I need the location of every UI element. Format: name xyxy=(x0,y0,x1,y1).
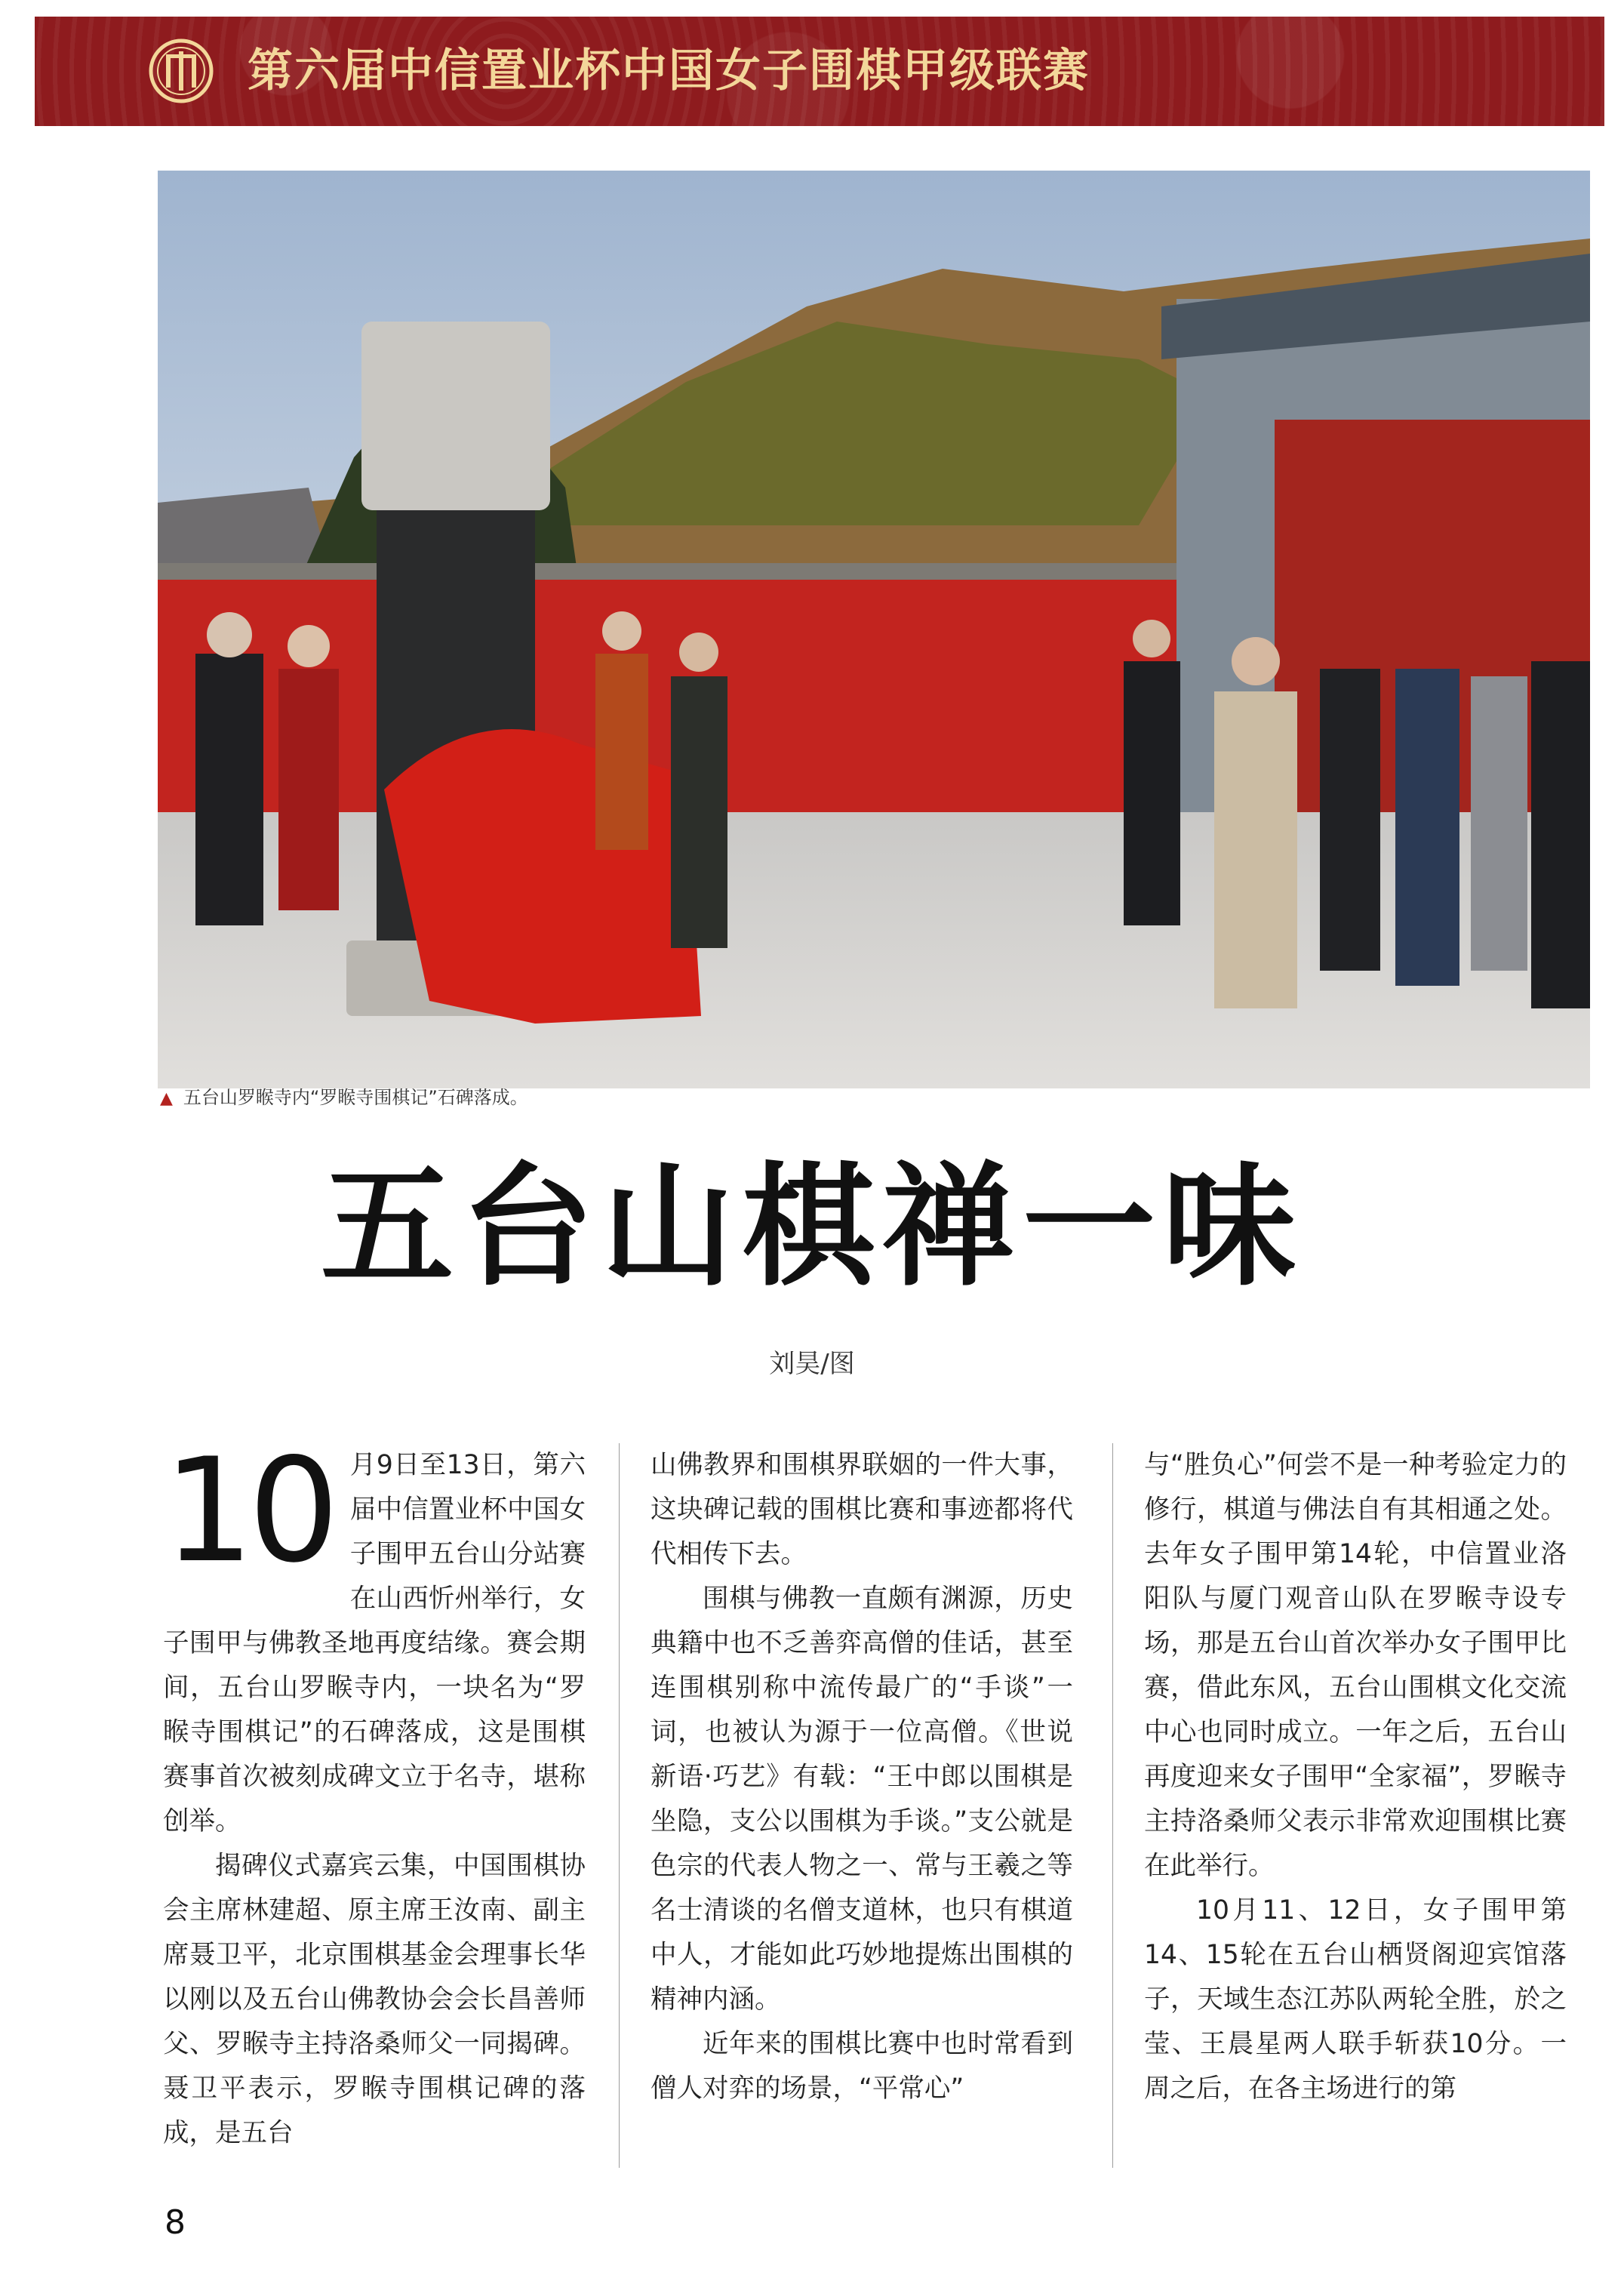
paragraph: 山佛教界和围棋界联姻的一件大事，这块碑记载的围棋比赛和事迹都将代代相传下去。 xyxy=(651,1450,1073,1569)
photo-caption xyxy=(160,1084,528,1111)
main-photo xyxy=(158,171,1590,1088)
article-column-1 xyxy=(163,1443,586,2183)
column-divider xyxy=(619,1443,620,2168)
article-column-3 xyxy=(1144,1443,1567,2183)
paragraph-text: 月9日至13日，第六届中信置业杯中国女子围甲五台山分站赛在山西忻州举行，女子围甲与佛教圣地再度结缘。赛会期间，五台山罗睺寺内，一块名为“罗睺寺围棋记”的石碑落成，这是围棋赛事首次被刻成碑文立于名寺，堪称创举。 xyxy=(163,1450,586,1836)
triangle-marker-icon: ▲ xyxy=(160,1089,173,1108)
paragraph: 近年来的围棋比赛中也时常看到僧人对弈的场景，“平常心” xyxy=(651,2029,1073,2104)
article-byline: 刘昊/图 xyxy=(769,1349,855,1379)
paragraph xyxy=(163,1443,586,1844)
citic-logo-icon xyxy=(148,38,214,104)
paragraph: 揭碑仪式嘉宾云集，中国围棋协会主席林建超、原主席王汝南、副主席聂卫平，北京围棋基金会理事长华以刚以及五台山佛教协会会长昌善师父、罗睺寺主持洛桑师父一同揭碑。聂卫平表示，罗睺寺围棋记碑的落成，是五台 xyxy=(163,1851,586,2148)
drop-cap: 10 xyxy=(163,1443,334,1594)
banner-title: 第六届中信置业杯中国女子围棋甲级联赛 xyxy=(248,45,1090,97)
paragraph: 围棋与佛教一直颇有渊源，历史典籍中也不乏善弈高僧的佳话，甚至连围棋别称中流传最广的“手谈”一词，也被认为源于一位高僧。《世说新语·巧艺》有载：“王中郎以围棋是坐隐，支公以围棋为手谈。”支公就是色宗的代表人物之一、常与王羲之等名士清谈的名僧支道林，也只有棋道中人，才能如此巧妙地提炼出围棋的精神内涵。 xyxy=(651,1584,1073,2015)
ceremony-photo-illustration xyxy=(158,171,1590,1088)
header-banner xyxy=(35,17,1604,126)
article-column-2 xyxy=(651,1443,1073,2183)
page-number: 8 xyxy=(165,2203,186,2242)
article-headline: 五台山棋禅一味 xyxy=(320,1150,1303,1304)
column-divider xyxy=(1112,1443,1113,2168)
paragraph: 10月11、12日，女子围甲第14、15轮在五台山栖贤阁迎宾馆落子，天域生态江苏队两轮全胜，於之莹、王晨星两人联手斩获10分。一周之后，在各主场进行的第 xyxy=(1144,1895,1567,2104)
caption-text: 五台山罗睺寺内“罗睺寺围棋记”石碑落成。 xyxy=(183,1087,528,1108)
paragraph: 与“胜负心”何尝不是一种考验定力的修行，棋道与佛法自有其相通之处。去年女子围甲第14轮，中信置业洛阳队与厦门观音山队在罗睺寺设专场，那是五台山首次举办女子围甲比赛，借此东风，五台山围棋文化交流中心也同时成立。一年之后，五台山再度迎来女子围甲“全家福”，罗睺寺主持洛桑师父表示非常欢迎围棋比赛在此举行。 xyxy=(1144,1450,1567,1881)
